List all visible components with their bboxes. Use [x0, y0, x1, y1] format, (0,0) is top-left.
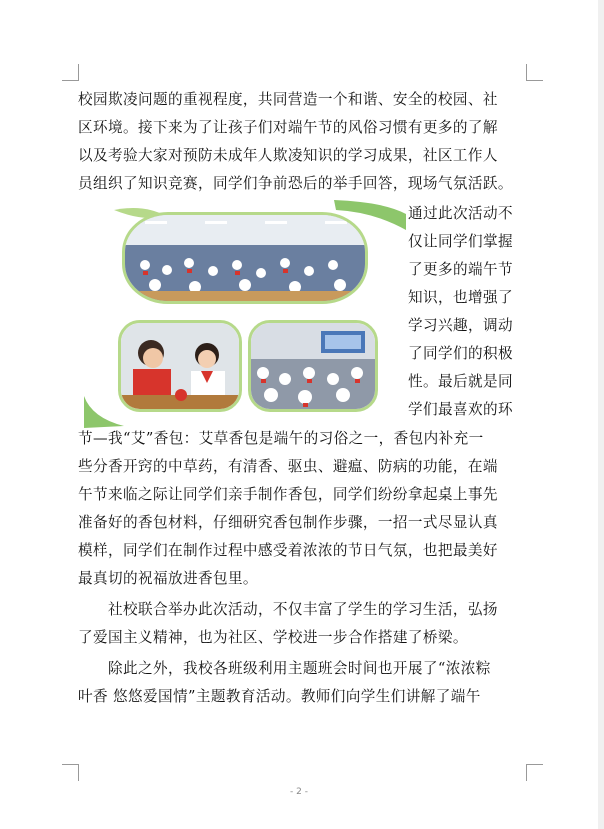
text-line: 些分香开窍的中草药，有清香、驱虫、避瘟、防病的功能，在端 — [78, 458, 498, 475]
text-line: 了同学们的积极 — [408, 345, 513, 362]
page-number: - 2 - — [290, 787, 308, 797]
margin-mark-top-right — [526, 64, 543, 81]
text-line: 通过此次活动不 — [408, 205, 513, 222]
text-line: 节—我“艾”香包：艾草香包是端午的习俗之一，香包内补充一 — [78, 430, 484, 447]
text-line: 社校联合举办此次活动，不仅丰富了学生的学习生活，弘扬 — [108, 601, 498, 618]
text-line: 以及考验大家对预防未成年人欺凌知识的学习成果，社区工作人 — [78, 147, 498, 164]
photo-classroom-quiz — [122, 212, 368, 304]
text-line: 准备好的香包材料，仔细研究香包制作步骤，一招一式尽显认真 — [78, 514, 498, 531]
text-line: 知识，也增强了 — [408, 289, 513, 306]
text-line: 校园欺凌问题的重视程度，共同营造一个和谐、安全的校园、社 — [78, 91, 498, 108]
text-line: 学们最喜欢的环 — [408, 401, 513, 418]
text-line: 叶香 悠悠爱国情”主题教育活动。教师们向学生们讲解了端午 — [78, 688, 481, 705]
margin-mark-top-left — [62, 64, 79, 81]
text-line: 性。最后就是同 — [408, 373, 513, 390]
margin-mark-bottom-right — [526, 764, 543, 781]
vertical-scrollbar[interactable] — [598, 0, 604, 829]
text-line: 员组织了知识竞赛，同学们争前恐后的举手回答，现场气氛活跃。 — [78, 175, 513, 192]
text-line: 午节来临之际让同学们亲手制作香包，同学们纷纷拿起桌上事先 — [78, 486, 498, 503]
text-line: 了更多的端午节 — [408, 261, 513, 278]
photo-classroom-lecture — [248, 320, 378, 412]
margin-mark-bottom-left — [62, 764, 79, 781]
text-line: 学习兴趣，调动 — [408, 317, 513, 334]
text-line: 了爱国主义精神，也为社区、学校进一步合作搭建了桥梁。 — [78, 629, 468, 646]
text-line: 除此之外，我校各班级利用主题班会时间也开展了“浓浓粽 — [108, 660, 491, 677]
leaf-bottom-left — [84, 396, 124, 428]
text-line: 最真切的祝福放进香包里。 — [78, 570, 258, 587]
photo-sachet-making — [118, 320, 242, 412]
text-line: 区环境。接下来为了让孩子们对端午节的风俗习惯有更多的了解 — [78, 119, 498, 136]
photo-collage — [84, 200, 406, 428]
text-line: 仅让同学们掌握 — [408, 233, 513, 250]
text-line: 模样，同学们在制作过程中感受着浓浓的节日气氛，也把最美好 — [78, 542, 498, 559]
